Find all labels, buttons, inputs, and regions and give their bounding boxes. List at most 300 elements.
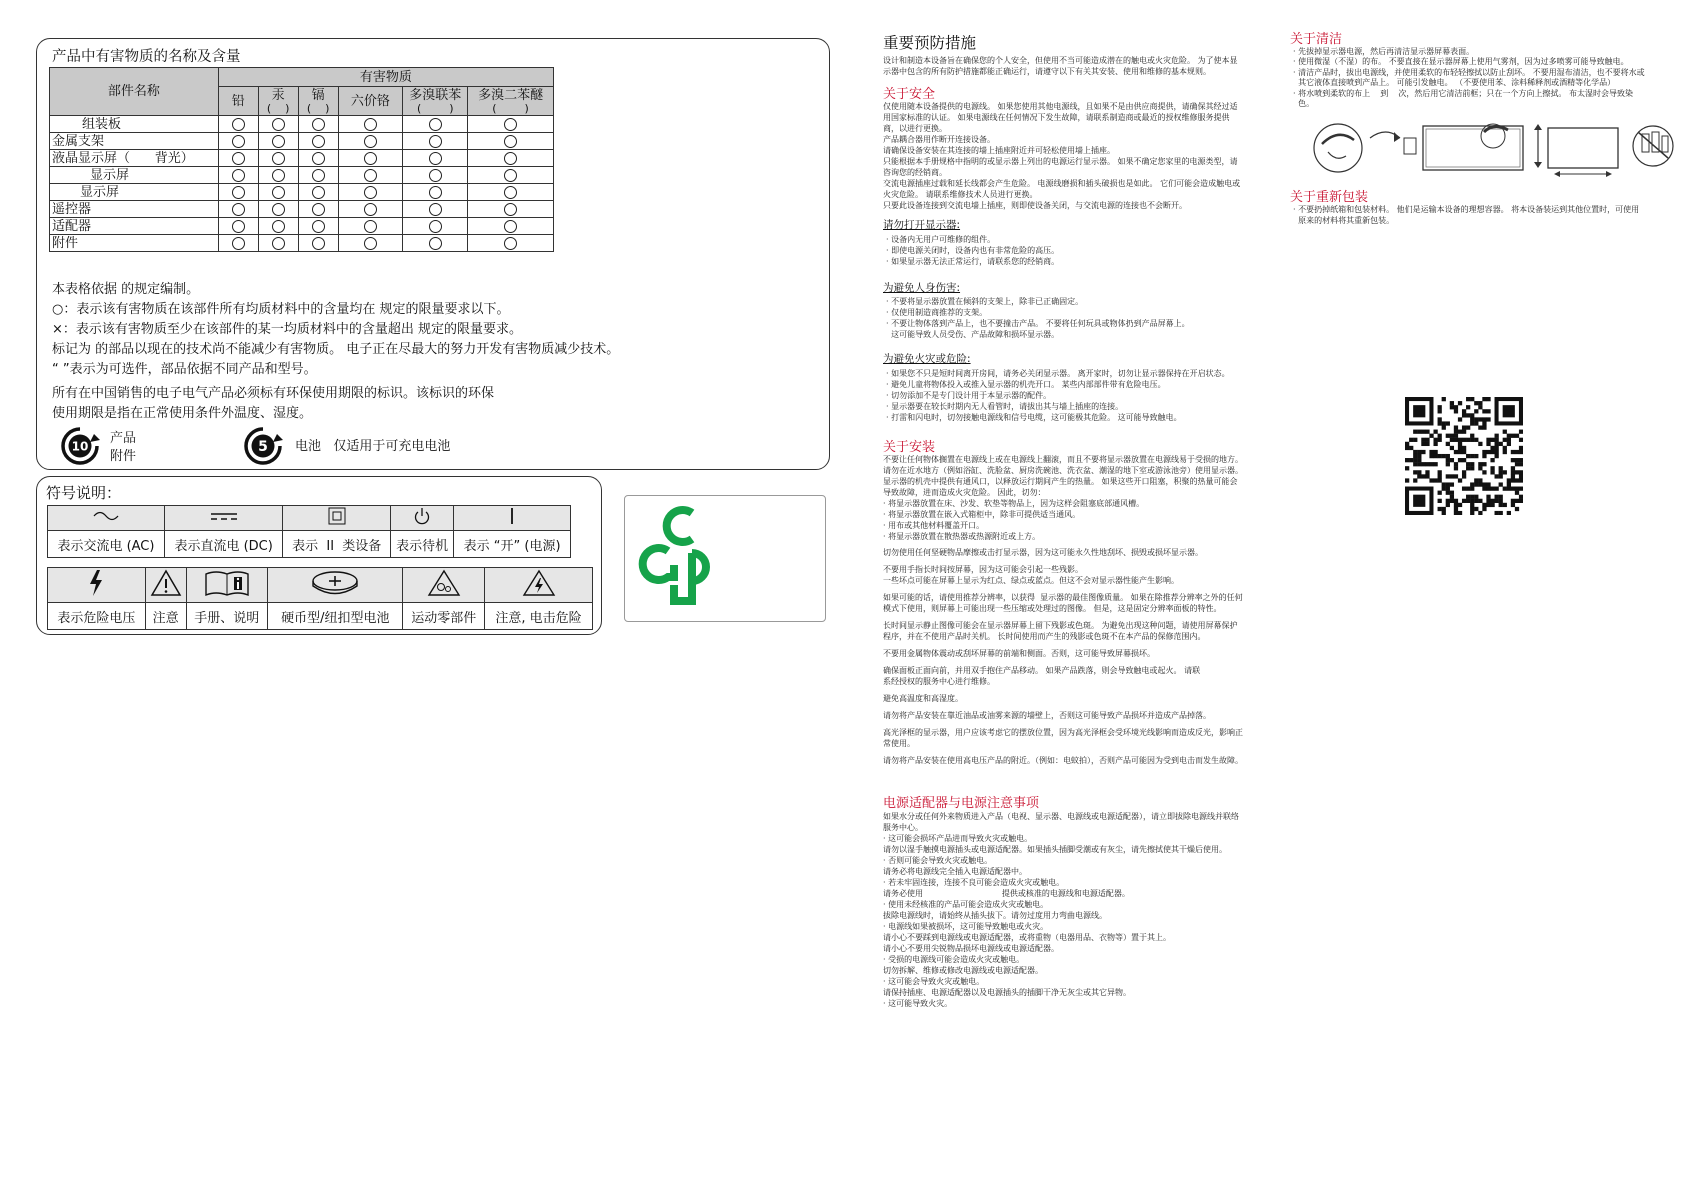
compliance-cell (338, 116, 403, 133)
qr-module (1438, 499, 1442, 503)
power-line: 请务必使用 提供或核准的电源线和电源适配器。 (883, 889, 1130, 898)
part-name: 显示屏 (50, 184, 219, 201)
qr-module (1421, 442, 1425, 446)
open-line: · 即使电源关闭时，设备内也有非常危险的高压。 (886, 246, 1060, 255)
qr-module (1446, 454, 1450, 458)
qr-module (1446, 474, 1450, 478)
qr-module (1413, 470, 1417, 474)
qr-module (1519, 499, 1523, 503)
injury-line: · 仅使用制造商推荐的支架。 (886, 308, 988, 317)
fire-line: · 切勿添加不是专门设计用于本显示器的配件。 (886, 391, 1052, 400)
safety-heading: 关于安全 (883, 87, 936, 102)
qr-module (1462, 438, 1466, 442)
qr-module (1499, 474, 1503, 478)
install-paragraph-line: 程序，并在不使用产品时关机。 长时间使用而产生的残影或色斑不在本产品的保修范围内。 (883, 632, 1206, 641)
compliance-cell (403, 218, 468, 235)
qr-module (1503, 470, 1507, 474)
substance-symbol: ( ) (306, 102, 330, 115)
compliance-cell (258, 150, 298, 167)
qr-module (1470, 503, 1474, 507)
qr-module (1474, 454, 1478, 458)
circle-mark (312, 152, 325, 165)
compliance-cell (218, 133, 258, 150)
install-paragraph-line: 高光泽框的显示器，用户应该考虑它的摆放位置，因为高光泽框会受环境光线影响而造成反光，影响正 (883, 728, 1243, 737)
circle-mark (364, 186, 377, 199)
qr-module (1438, 421, 1442, 425)
note-epup-1: 所有在中国销售的电子电气产品必须标有环保使用期限的标识。该标识的环保 (52, 386, 495, 401)
qr-module (1462, 499, 1466, 503)
qr-module (1486, 495, 1490, 499)
qr-module (1454, 466, 1458, 470)
epup-battery-logo (243, 426, 283, 466)
compliance-cell (298, 218, 338, 235)
qr-module (1433, 478, 1437, 482)
qr-module (1442, 425, 1446, 429)
symbol-label: 硬币型/纽扣型电池 (268, 603, 403, 630)
qr-module (1519, 470, 1523, 474)
circle-mark (364, 220, 377, 233)
circle-mark (429, 220, 442, 233)
circle-mark (429, 169, 442, 182)
part-name: 适配器 (50, 218, 219, 235)
qr-module (1515, 462, 1519, 466)
compliance-cell (258, 133, 298, 150)
qr-module (1470, 434, 1474, 438)
qr-module (1482, 470, 1486, 474)
qr-module (1515, 450, 1519, 454)
dangerous-voltage-icon (48, 568, 146, 603)
table-row (50, 218, 554, 235)
compliance-cell (468, 116, 554, 133)
table-row (50, 235, 554, 252)
qr-module (1413, 450, 1417, 454)
qr-module (1446, 442, 1450, 446)
qr-module (1490, 487, 1494, 491)
qr-module (1458, 438, 1462, 442)
qr-module (1462, 425, 1466, 429)
install-paragraph-line: 常使用。 (883, 739, 915, 748)
qr-module (1470, 462, 1474, 466)
circle-mark (429, 118, 442, 131)
qr-module (1495, 434, 1499, 438)
qr-module (1478, 478, 1482, 482)
qr-module (1486, 487, 1490, 491)
qr-module (1515, 487, 1519, 491)
qr-module (1442, 487, 1446, 491)
qr-module (1495, 438, 1499, 442)
qr-module (1450, 499, 1454, 503)
qr-module (1446, 491, 1450, 495)
qr-module (1478, 482, 1482, 486)
qr-module (1478, 499, 1482, 503)
qr-module (1495, 454, 1499, 458)
qr-module (1446, 482, 1450, 486)
china-recycle-logo (634, 505, 734, 615)
install-line: · 将显示器放置在床、沙发、软垫等物品上，因为这样会阻塞底部通风槽。 (883, 499, 1145, 508)
qr-module (1438, 454, 1442, 458)
qr-module (1438, 491, 1442, 495)
qr-module (1421, 474, 1425, 478)
qr-module (1421, 430, 1425, 434)
qr-module (1499, 466, 1503, 470)
safety-line: 火灾危险。 请联系维修技术人员进行更换。 (883, 190, 1038, 199)
qr-module (1438, 470, 1442, 474)
qr-module (1519, 450, 1523, 454)
cleaning-illustration (1308, 118, 1678, 178)
qr-module (1438, 405, 1442, 409)
qr-module (1499, 499, 1503, 503)
circle-mark (504, 152, 517, 165)
qr-module (1486, 417, 1490, 421)
qr-module (1490, 458, 1494, 462)
qr-module (1425, 462, 1429, 466)
note-marked: 标记为 的部品以现在的技术尚不能减少有害物质。 电子正在尽最大的努力开发有害物质减少技术。 (52, 342, 620, 357)
substance-header (258, 87, 298, 116)
install-paragraph-line: 不要用金属物体震动或刮坏屏幕的前端和侧面。否则，这可能导致屏幕损坏。 (883, 649, 1155, 658)
qr-module (1503, 503, 1507, 507)
qr-module (1446, 462, 1450, 466)
circle-mark (429, 135, 442, 148)
qr-module (1474, 421, 1478, 425)
qr-module (1446, 499, 1450, 503)
qr-module (1417, 470, 1421, 474)
fire-heading: 为避免火灾或危险: (883, 353, 971, 365)
qr-module (1405, 458, 1409, 462)
qr-module (1429, 450, 1433, 454)
qr-module (1454, 503, 1458, 507)
install-paragraph-line: 不要用手指长时间按屏幕，因为这可能会引起一些残影。 (883, 565, 1083, 574)
substance-symbol: ( ) (416, 102, 454, 115)
circle-mark (312, 203, 325, 216)
substance-symbol: ( ) (266, 102, 290, 115)
compliance-cell (298, 235, 338, 252)
qr-module (1409, 438, 1413, 442)
hazard-box-title: 产品中有害物质的名称及含量 (52, 49, 241, 65)
part-name: 液晶显示屏（ 背光） (50, 150, 219, 167)
qr-module (1413, 462, 1417, 466)
qr-module (1421, 462, 1425, 466)
qr-module (1438, 434, 1442, 438)
circle-mark (504, 203, 517, 216)
qr-module (1466, 462, 1470, 466)
qr-module (1466, 425, 1470, 429)
compliance-cell (298, 184, 338, 201)
compliance-cell (218, 201, 258, 218)
symbol-label: 手册、说明 (186, 603, 268, 630)
qr-module (1462, 450, 1466, 454)
qr-module (1417, 458, 1421, 462)
qr-module (1433, 450, 1437, 454)
qr-module (1458, 401, 1462, 405)
qr-module (1503, 430, 1507, 434)
compliance-cell (218, 235, 258, 252)
qr-module (1462, 458, 1466, 462)
qr-module (1413, 430, 1417, 434)
circle-mark (272, 135, 285, 148)
qr-module (1474, 495, 1478, 499)
qr-module (1433, 430, 1437, 434)
circle-mark (364, 135, 377, 148)
circle-mark (272, 220, 285, 233)
qr-module (1458, 430, 1462, 434)
epup-battery-label: 电池 仅适用于可充电电池 (295, 439, 451, 454)
circle-mark (504, 237, 517, 250)
compliance-cell (403, 116, 468, 133)
qr-code (1405, 397, 1523, 515)
circle-mark (364, 203, 377, 216)
qr-module (1478, 511, 1482, 515)
compliance-cell (403, 235, 468, 252)
qr-module (1482, 450, 1486, 454)
qr-module (1482, 482, 1486, 486)
compliance-cell (468, 133, 554, 150)
qr-module (1511, 458, 1515, 462)
dc-icon (164, 506, 283, 531)
compliance-cell (218, 218, 258, 235)
safety-line: 请确保设备安装在其连接的墙上插座附近并可轻松使用墙上插座。 (883, 146, 1115, 155)
substance-header (218, 87, 258, 116)
qr-module (1417, 450, 1421, 454)
safety-line: 交流电源插座过载和延长线都会产生危险。 电源线磨损和插头破损也是如此。 它们可能会造成触电或 (883, 179, 1241, 188)
qr-module (1519, 474, 1523, 478)
compliance-cell (338, 133, 403, 150)
symbol-label: 表示 II 类设备 (283, 531, 391, 558)
compliance-cell (468, 235, 554, 252)
qr-module (1417, 454, 1421, 458)
qr-module (1454, 434, 1458, 438)
qr-module (1515, 458, 1519, 462)
col-group-header: 有害物质 (218, 68, 553, 87)
qr-module (1486, 442, 1490, 446)
qr-module (1519, 478, 1523, 482)
circle-mark (272, 152, 285, 165)
install-paragraph-line: 模式下使用，则屏幕上可能出现一些压缩或处理过的图像。 但是，这是固定分辨率面板的特性。 (883, 604, 1222, 613)
circle-mark (504, 186, 517, 199)
qr-module (1454, 462, 1458, 466)
qr-module (1438, 409, 1442, 413)
compliance-cell (258, 116, 298, 133)
circle-mark (232, 169, 245, 182)
table-row (50, 150, 554, 167)
qr-module (1503, 487, 1507, 491)
symbol-label: 表示危险电压 (48, 603, 146, 630)
qr-module (1466, 405, 1470, 409)
install-paragraph-line: 请勿将产品安装在靠近油品或油雾来源的墙壁上，否则这可能导致产品损坏并造成产品掉落。 (883, 711, 1211, 720)
repack-heading: 关于重新包装 (1290, 190, 1369, 205)
qr-module (1486, 438, 1490, 442)
qr-module (1470, 438, 1474, 442)
open-line: · 如果显示器无法正常运行，请联系您的经销商。 (886, 257, 1060, 266)
qr-module (1442, 421, 1446, 425)
note-optional: “ ”表示为可选件，部品依据不同产品和型号。 (52, 362, 317, 377)
qr-module (1507, 434, 1511, 438)
fire-line: · 如果您不只是短时间离开房间，请务必关闭显示器。 离开家时，切勿让显示器保持在开启状态。 (886, 369, 1230, 378)
install-line: · 用布或其他材料覆盖开口。 (883, 521, 985, 530)
qr-module (1446, 434, 1450, 438)
circle-mark (504, 118, 517, 131)
qr-module (1446, 503, 1450, 507)
symbol-label: 运动零部件 (403, 603, 485, 630)
qr-module (1413, 454, 1417, 458)
install-paragraph-line: 切勿使用任何坚硬物品摩擦或击打显示器，因为这可能永久性地刮坏、损毁或损坏显示器。 (883, 548, 1203, 557)
symbol-label: 注意, 电击危险 (485, 603, 593, 630)
compliance-cell (258, 201, 298, 218)
compliance-cell (258, 167, 298, 184)
qr-module (1466, 438, 1470, 442)
qr-module (1433, 462, 1437, 466)
table-row (50, 167, 554, 184)
caution-icon (145, 568, 186, 603)
circle-mark (232, 152, 245, 165)
qr-finder (1413, 405, 1425, 417)
qr-module (1474, 401, 1478, 405)
precautions-title: 重要预防措施 (883, 34, 977, 52)
circle-mark (312, 220, 325, 233)
circle-mark (232, 220, 245, 233)
substance-name: 汞 (271, 88, 285, 103)
coin-battery-icon (268, 568, 403, 603)
qr-module (1474, 482, 1478, 486)
qr-module (1442, 397, 1446, 401)
qr-module (1478, 462, 1482, 466)
compliance-cell (338, 167, 403, 184)
qr-module (1405, 478, 1409, 482)
qr-module (1519, 438, 1523, 442)
qr-module (1470, 495, 1474, 499)
qr-module (1507, 442, 1511, 446)
qr-module (1462, 409, 1466, 413)
open-heading: 请勿打开显示器: (883, 219, 961, 231)
power-line: 请小心不要用尖锐物品损坏电源线或电源适配器。 (883, 944, 1059, 953)
substance-name: 铅 (231, 93, 245, 109)
symbol-label: 表示 “开” (电源) (454, 531, 571, 558)
qr-module (1490, 499, 1494, 503)
qr-module (1450, 401, 1454, 405)
standby-icon (391, 506, 454, 531)
qr-module (1454, 438, 1458, 442)
power-line: 请保持插座、电源适配器以及电源插头的插脚干净无灰尘或其它异物。 (883, 988, 1131, 997)
compliance-cell (468, 201, 554, 218)
qr-module (1454, 405, 1458, 409)
qr-module (1495, 450, 1499, 454)
power-line: · 受损的电源线可能会造成火灾或触电。 (883, 955, 1025, 964)
qr-module (1482, 417, 1486, 421)
qr-module (1511, 466, 1515, 470)
qr-module (1470, 454, 1474, 458)
symbol-label: 注意 (145, 603, 186, 630)
install-paragraph-line: 如果可能的话，请使用推荐分辨率，以获得 显示器的最佳图像质量。 如果在除推荐分辨率之外的任何 (883, 593, 1243, 602)
qr-module (1454, 409, 1458, 413)
qr-finder (1503, 405, 1515, 417)
qr-module (1519, 462, 1523, 466)
qr-module (1458, 442, 1462, 446)
part-name: 显示屏 (50, 167, 219, 184)
qr-module (1486, 503, 1490, 507)
qr-module (1417, 462, 1421, 466)
power-line: 切勿拆解、维修或修改电源线或电源适配器。 (883, 966, 1043, 975)
power-line: 请勿以湿手触摸电源插头或电源适配器。如果插头插脚受潮或有灰尘，请先擦拭使其干燥后使用。 (883, 845, 1227, 854)
install-paragraph-line: 长时间显示静止图像可能会在显示器屏幕上留下残影或色斑。 为避免出现这种问题，请使用屏幕保护 (883, 621, 1238, 630)
qr-module (1495, 446, 1499, 450)
epup-product-logo (60, 426, 100, 466)
open-line: · 设备内无用户可维修的组件。 (886, 235, 996, 244)
circle-mark (429, 152, 442, 165)
compliance-cell (298, 116, 338, 133)
qr-module (1470, 499, 1474, 503)
qr-module (1405, 466, 1409, 470)
qr-module (1433, 442, 1437, 446)
qr-module (1458, 450, 1462, 454)
clean-line: · 先拔掉显示器电源，然后再清洁显示器屏幕表面。 (1293, 47, 1475, 56)
class-ii-icon (283, 506, 391, 531)
qr-module (1425, 470, 1429, 474)
compliance-cell (258, 235, 298, 252)
injury-line: · 不要将显示器放置在倾斜的支架上，除非已正确固定。 (886, 297, 1084, 306)
circle-mark (272, 237, 285, 250)
qr-module (1482, 421, 1486, 425)
compliance-cell (468, 218, 554, 235)
compliance-cell (298, 150, 338, 167)
circle-mark (312, 169, 325, 182)
qr-module (1450, 495, 1454, 499)
install-paragraph-line: 一些坏点可能在屏幕上显示为红点、绿点或蓝点。但这不会对显示器性能产生影响。 (883, 576, 1179, 585)
qr-module (1429, 434, 1433, 438)
qr-module (1421, 438, 1425, 442)
qr-module (1474, 409, 1478, 413)
circle-mark (429, 237, 442, 250)
power-line: · 若未牢固连接，连接不良可能会造成火灾或触电。 (883, 878, 1065, 887)
qr-module (1474, 438, 1478, 442)
circle-mark (364, 118, 377, 131)
qr-module (1405, 442, 1409, 446)
qr-module (1450, 438, 1454, 442)
qr-module (1438, 478, 1442, 482)
qr-module (1478, 405, 1482, 409)
symbol-label: 表示交流电 (AC) (48, 531, 165, 558)
qr-module (1486, 397, 1490, 401)
qr-module (1470, 466, 1474, 470)
qr-module (1438, 438, 1442, 442)
table-row (50, 116, 554, 133)
qr-module (1515, 499, 1519, 503)
compliance-cell (468, 167, 554, 184)
symbols-title: 符号说明： (46, 484, 122, 502)
electric-shock-icon (485, 568, 593, 603)
qr-module (1470, 511, 1474, 515)
epup-product-label-1: 产品 (110, 431, 137, 446)
clean-line: · 将水喷到柔软的布上 到 次，然后用它清洁前框；只在一个方向上擦拭。 布太湿时会导致染 (1293, 88, 1633, 98)
part-name: 附件 (50, 235, 219, 252)
qr-module (1458, 503, 1462, 507)
qr-module (1482, 503, 1486, 507)
compliance-cell (403, 167, 468, 184)
qr-module (1462, 487, 1466, 491)
circle-mark (272, 203, 285, 216)
compliance-cell (338, 218, 403, 235)
substance-header (468, 87, 554, 116)
circle-mark (312, 135, 325, 148)
qr-module (1478, 401, 1482, 405)
qr-module (1466, 454, 1470, 458)
circle-mark (232, 237, 245, 250)
install-line: 请勿在近水地方（例如浴缸、洗脸盆、厨房洗碗池、洗衣盆、潮湿的地下室或游泳池旁）使用显示器。 (883, 466, 1243, 475)
circle-mark (232, 118, 245, 131)
circle-mark (232, 135, 245, 148)
hazard-table-body (50, 116, 554, 252)
qr-module (1490, 438, 1494, 442)
compliance-cell (338, 184, 403, 201)
qr-module (1482, 462, 1486, 466)
